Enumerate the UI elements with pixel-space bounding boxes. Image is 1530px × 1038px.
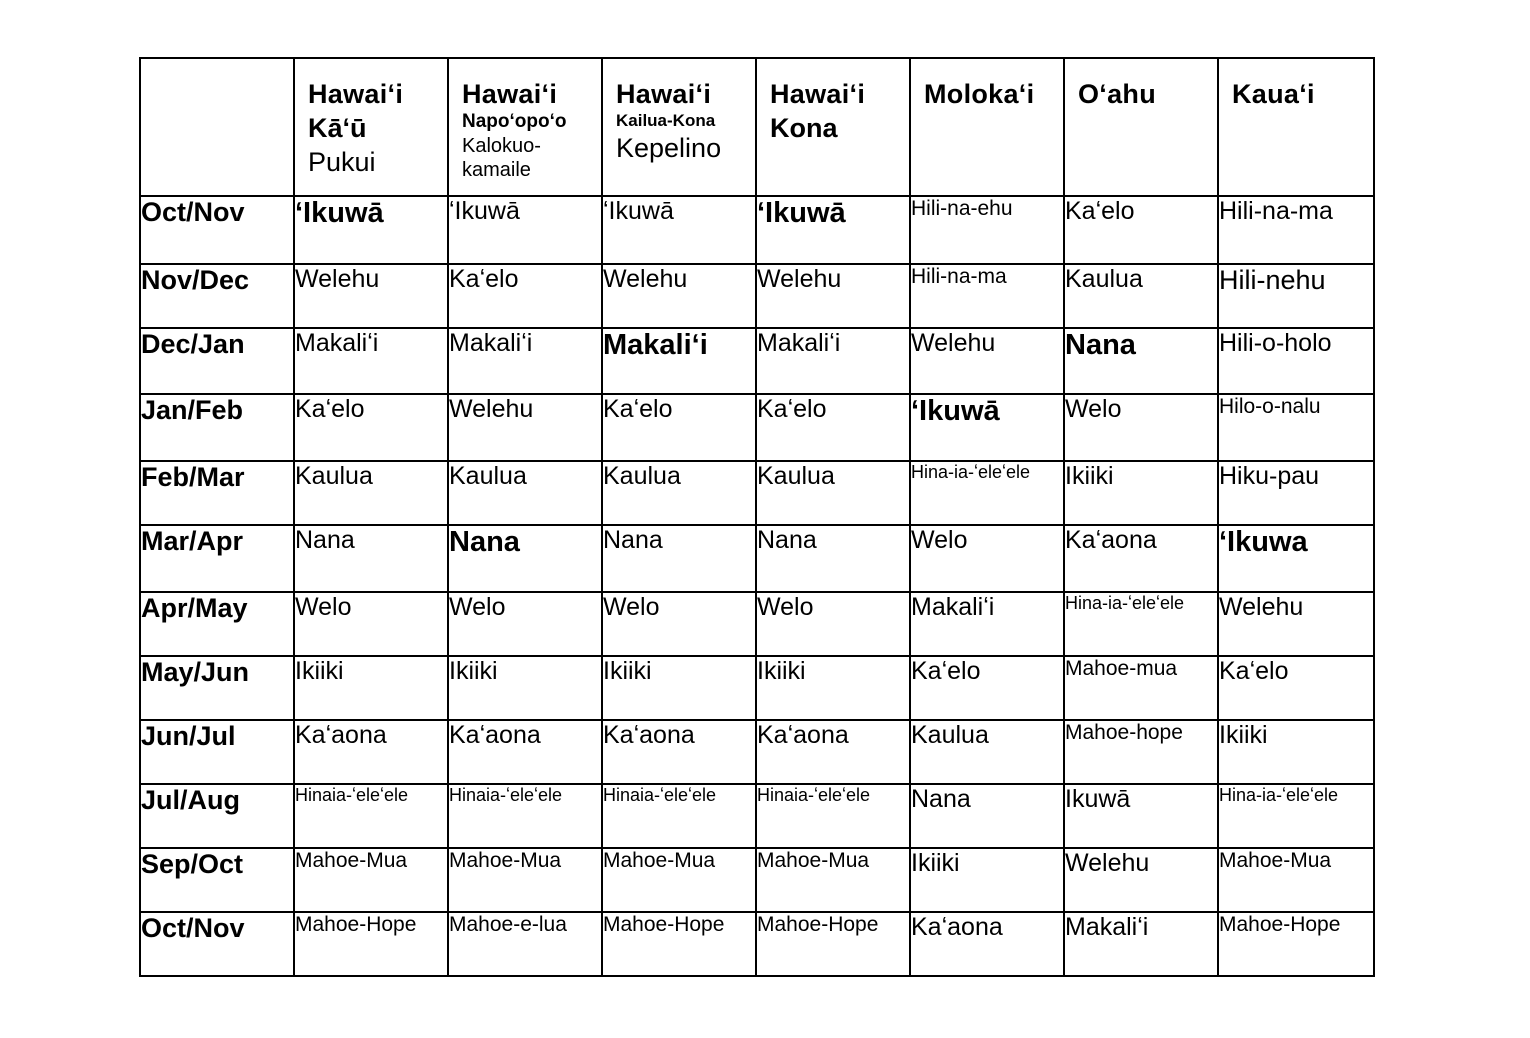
- cell-value: Ikiiki: [757, 657, 806, 685]
- cell-value: Hinaia-ʻeleʻele: [757, 785, 871, 805]
- cell-value: Ikiiki: [449, 657, 498, 685]
- cell-value: Hili-na-ma: [911, 265, 1007, 288]
- header-hawaii-kailua-kona: [602, 58, 756, 196]
- header-place: Kona: [770, 113, 838, 144]
- table-cell: [602, 784, 756, 848]
- month-label: Sep/Oct: [140, 848, 294, 912]
- cell-value: Welehu: [757, 265, 842, 293]
- table-cell: [448, 196, 602, 264]
- table-cell: [602, 656, 756, 720]
- table-cell: [1218, 264, 1374, 328]
- table-cell: [910, 394, 1064, 461]
- header-place: Napoʻopoʻo: [462, 111, 567, 133]
- cell-value: Hili-nehu: [1219, 265, 1326, 295]
- table-cell: [910, 656, 1064, 720]
- cell-value: Ikiiki: [911, 849, 960, 877]
- cell-value: Welo: [295, 593, 352, 621]
- cell-value: Kaulua: [603, 462, 681, 490]
- cell-value: Kaʻelo: [757, 395, 827, 423]
- table-cell: [448, 525, 602, 592]
- header-island: Kauaʻi: [1232, 79, 1315, 109]
- table-cell: [910, 461, 1064, 525]
- table-row: [140, 328, 1374, 394]
- month-label: Oct/Nov: [140, 912, 294, 976]
- table-row: [140, 461, 1374, 525]
- table-cell: [602, 196, 756, 264]
- header-oahu: [1064, 58, 1218, 196]
- table-cell: [294, 848, 448, 912]
- month-label: Oct/Nov: [140, 196, 294, 264]
- cell-value: Ikiiki: [295, 657, 344, 685]
- cell-value: Mahoe-Mua: [603, 849, 716, 872]
- table-cell: [1064, 912, 1218, 976]
- table-cell: [294, 196, 448, 264]
- table-cell: [756, 196, 910, 264]
- month-label: Jul/Aug: [140, 784, 294, 848]
- month-label: Nov/Dec: [140, 264, 294, 328]
- table-cell: [448, 461, 602, 525]
- table-row: [140, 592, 1374, 656]
- table-cell: [1064, 525, 1218, 592]
- cell-value: Nana: [757, 526, 817, 554]
- cell-value: Kaʻaona: [757, 721, 849, 749]
- table-row: [140, 912, 1374, 976]
- cell-value: Kaʻaona: [1065, 526, 1157, 554]
- cell-value: Welehu: [449, 395, 534, 423]
- cell-value: Hili-na-ehu: [911, 197, 1013, 220]
- cell-value: Kaulua: [911, 721, 989, 749]
- header-hawaii-kau: [294, 58, 448, 196]
- cell-value: Welehu: [911, 329, 996, 357]
- table-cell: [294, 656, 448, 720]
- header-source: Kalokuo-kamaile: [462, 135, 541, 182]
- cell-value: Ikiiki: [1219, 721, 1268, 749]
- cell-value: Welo: [1065, 395, 1122, 423]
- table-cell: [294, 525, 448, 592]
- table-cell: [448, 720, 602, 784]
- table-cell: [756, 592, 910, 656]
- table-cell: [448, 912, 602, 976]
- table-cell: [1218, 784, 1374, 848]
- table-row: [140, 394, 1374, 461]
- table-cell: [756, 525, 910, 592]
- table-cell: [1218, 656, 1374, 720]
- table-cell: [756, 394, 910, 461]
- table-cell: [294, 264, 448, 328]
- table-cell: [1064, 848, 1218, 912]
- table-cell: [294, 394, 448, 461]
- table-cell: [602, 912, 756, 976]
- table-cell: [1064, 394, 1218, 461]
- table-body: [140, 196, 1374, 976]
- cell-value: Ikiiki: [1065, 462, 1114, 490]
- month-names-table: [139, 57, 1375, 977]
- cell-value: Kaulua: [449, 462, 527, 490]
- table-cell: [294, 592, 448, 656]
- cell-value: Kaʻelo: [1219, 657, 1289, 685]
- table-cell: [910, 720, 1064, 784]
- cell-value: Nana: [1065, 329, 1136, 361]
- cell-value: Welo: [911, 526, 968, 554]
- header-place: Kāʻū: [308, 113, 367, 144]
- table-cell: [1218, 912, 1374, 976]
- table-row: [140, 784, 1374, 848]
- table-cell: [756, 328, 910, 394]
- cell-value: ʻIkuwā: [757, 197, 846, 229]
- cell-value: Mahoe-mua: [1065, 657, 1178, 680]
- cell-value: Nana: [449, 526, 520, 558]
- header-source: Kepelino: [616, 132, 722, 163]
- cell-value: Kaʻelo: [1065, 197, 1135, 225]
- month-label: Feb/Mar: [140, 461, 294, 525]
- cell-value: Kaʻaona: [603, 721, 695, 749]
- header-island: Molokaʻi: [924, 79, 1035, 109]
- table-row: [140, 720, 1374, 784]
- cell-value: Kaulua: [295, 462, 373, 490]
- table-cell: [910, 592, 1064, 656]
- table-cell: [756, 912, 910, 976]
- table-row: [140, 196, 1374, 264]
- table-cell: [756, 720, 910, 784]
- cell-value: Kaʻelo: [295, 395, 365, 423]
- table-cell: [756, 264, 910, 328]
- cell-value: Makaliʻi: [603, 329, 708, 361]
- header-source: Pukui: [308, 146, 376, 177]
- cell-value: Mahoe-Hope: [603, 913, 725, 936]
- header-hawaii-napoopoo: [448, 58, 602, 196]
- table-cell: [1218, 525, 1374, 592]
- table-cell: [602, 848, 756, 912]
- cell-value: Welehu: [603, 265, 688, 293]
- cell-value: Makaliʻi: [911, 593, 995, 621]
- cell-value: Mahoe-hope: [1065, 721, 1183, 744]
- cell-value: Kaʻaona: [295, 721, 387, 749]
- table-cell: [602, 720, 756, 784]
- table-cell: [1064, 264, 1218, 328]
- cell-value: Kaulua: [1065, 265, 1143, 293]
- cell-value: Welehu: [1065, 849, 1150, 877]
- table-cell: [1218, 720, 1374, 784]
- cell-value: Mahoe-Mua: [295, 849, 408, 872]
- cell-value: Welo: [603, 593, 660, 621]
- table-cell: [1218, 592, 1374, 656]
- table-cell: [910, 784, 1064, 848]
- header-island: Hawaiʻi: [308, 79, 404, 109]
- table-row: [140, 848, 1374, 912]
- cell-value: Mahoe-Mua: [449, 849, 562, 872]
- month-label: Dec/Jan: [140, 328, 294, 394]
- table-cell: [448, 848, 602, 912]
- table-cell: [1064, 720, 1218, 784]
- table-cell: [602, 328, 756, 394]
- table-cell: [910, 912, 1064, 976]
- cell-value: Makaliʻi: [757, 329, 841, 357]
- table-cell: [756, 656, 910, 720]
- table-cell: [756, 461, 910, 525]
- cell-value: Hili-o-holo: [1219, 329, 1332, 357]
- cell-value: Makaliʻi: [295, 329, 379, 357]
- cell-value: Nana: [911, 785, 971, 813]
- table-cell: [294, 912, 448, 976]
- table-cell: [602, 592, 756, 656]
- cell-value: ʻIkuwā: [911, 395, 1000, 427]
- cell-value: Mahoe-e-lua: [449, 913, 567, 936]
- cell-value: ʻIkuwa: [1219, 526, 1308, 558]
- cell-value: Makaliʻi: [449, 329, 533, 357]
- table-cell: [448, 656, 602, 720]
- header-island: Hawaiʻi: [616, 79, 712, 109]
- cell-value: Mahoe-Mua: [1219, 849, 1332, 872]
- cell-value: Ikiiki: [603, 657, 652, 685]
- table-cell: [294, 461, 448, 525]
- cell-value: Mahoe-Mua: [757, 849, 870, 872]
- month-label: Jan/Feb: [140, 394, 294, 461]
- header-place: Kailua-Kona: [616, 111, 716, 131]
- table-cell: [448, 784, 602, 848]
- header-row: [140, 58, 1374, 196]
- cell-value: Hina-ia-ʻeleʻele: [1219, 785, 1339, 805]
- table-cell: [294, 784, 448, 848]
- table-cell: [1064, 784, 1218, 848]
- cell-value: Welehu: [295, 265, 380, 293]
- cell-value: Welo: [449, 593, 506, 621]
- cell-value: Kaulua: [757, 462, 835, 490]
- table-cell: [448, 592, 602, 656]
- table-cell: [910, 264, 1064, 328]
- cell-value: Makaliʻi: [1065, 913, 1149, 941]
- cell-value: ʻIkuwā: [449, 197, 520, 225]
- cell-value: Mahoe-Hope: [1219, 913, 1341, 936]
- header-island: Hawaiʻi: [462, 79, 558, 109]
- cell-value: Nana: [603, 526, 663, 554]
- table-row: [140, 525, 1374, 592]
- table-cell: [602, 394, 756, 461]
- table-cell: [1064, 196, 1218, 264]
- table-cell: [1218, 848, 1374, 912]
- cell-value: Hilo-o-nalu: [1219, 395, 1321, 418]
- month-label: Jun/Jul: [140, 720, 294, 784]
- table-row: [140, 264, 1374, 328]
- table-cell: [448, 328, 602, 394]
- cell-value: Hinaia-ʻeleʻele: [449, 785, 563, 805]
- cell-value: Hinaia-ʻeleʻele: [603, 785, 717, 805]
- table-cell: [910, 328, 1064, 394]
- cell-value: Kaʻelo: [911, 657, 981, 685]
- cell-value: Ikuwā: [1065, 785, 1131, 813]
- table-cell: [1218, 461, 1374, 525]
- cell-value: Mahoe-Hope: [757, 913, 879, 936]
- month-label: Mar/Apr: [140, 525, 294, 592]
- table-cell: [756, 848, 910, 912]
- table-cell: [1064, 461, 1218, 525]
- cell-value: Kaʻaona: [449, 721, 541, 749]
- cell-value: Hiku-pau: [1219, 462, 1320, 490]
- cell-value: Welehu: [1219, 593, 1304, 621]
- cell-value: Hina-ia-ʻeleʻele: [911, 462, 1031, 482]
- table-cell: [756, 784, 910, 848]
- table-cell: [602, 264, 756, 328]
- cell-value: Kaʻelo: [449, 265, 519, 293]
- table-cell: [1064, 656, 1218, 720]
- cell-value: Kaʻaona: [911, 913, 1003, 941]
- cell-value: Kaʻelo: [603, 395, 673, 423]
- cell-value: ʻIkuwā: [603, 197, 674, 225]
- table-cell: [910, 848, 1064, 912]
- cell-value: Hinaia-ʻeleʻele: [295, 785, 409, 805]
- header-island: Hawaiʻi: [770, 79, 866, 109]
- table-cell: [602, 525, 756, 592]
- table-cell: [294, 328, 448, 394]
- header-kauai: [1218, 58, 1374, 196]
- cell-value: Welo: [757, 593, 814, 621]
- table-cell: [448, 394, 602, 461]
- header-island: Oʻahu: [1078, 79, 1157, 109]
- table-cell: [910, 196, 1064, 264]
- table-cell: [1218, 328, 1374, 394]
- table-cell: [448, 264, 602, 328]
- header-molokai: [910, 58, 1064, 196]
- table-cell: [910, 525, 1064, 592]
- cell-value: Hili-na-ma: [1219, 197, 1333, 225]
- table-cell: [602, 461, 756, 525]
- table-row: [140, 656, 1374, 720]
- month-label: Apr/May: [140, 592, 294, 656]
- month-label: May/Jun: [140, 656, 294, 720]
- header-hawaii-kona: [756, 58, 910, 196]
- header-corner-cell: [140, 58, 294, 196]
- table-cell: [1064, 328, 1218, 394]
- table-cell: [1064, 592, 1218, 656]
- table-cell: [294, 720, 448, 784]
- cell-value: ʻIkuwā: [295, 197, 384, 229]
- cell-value: Hina-ia-ʻeleʻele: [1065, 593, 1185, 613]
- table-cell: [1218, 394, 1374, 461]
- cell-value: Nana: [295, 526, 355, 554]
- table-cell: [1218, 196, 1374, 264]
- cell-value: Mahoe-Hope: [295, 913, 417, 936]
